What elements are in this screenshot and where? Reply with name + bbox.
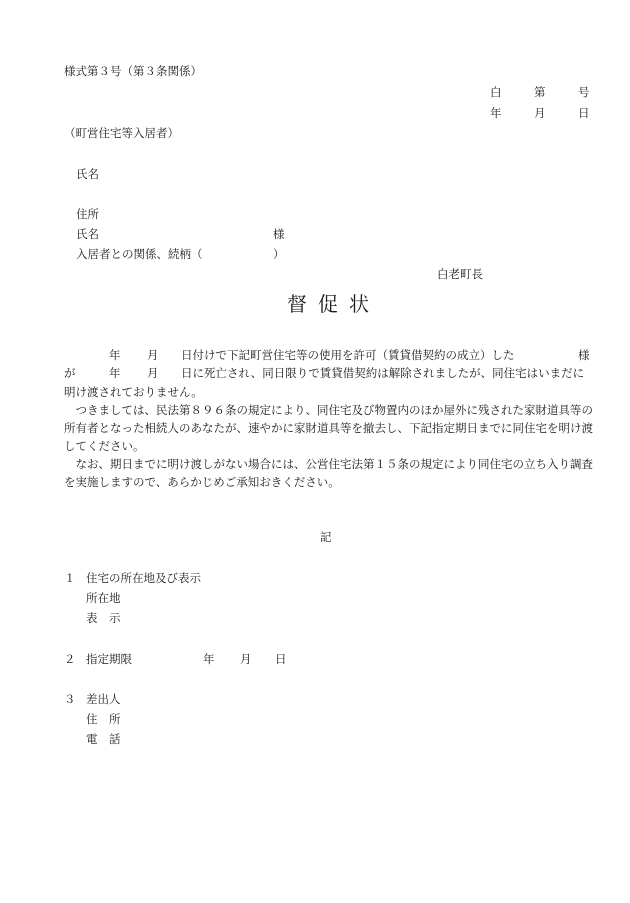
body-line-3: 明け渡されておりません。 (64, 385, 203, 399)
item3-phone-label: 電 話 (86, 732, 121, 746)
date-month: 月 (534, 106, 546, 120)
item2-day: 日 (275, 652, 287, 666)
document-title: 督促状 (287, 292, 380, 316)
date-year: 年 (490, 106, 502, 120)
item3-address-label: 住 所 (86, 712, 121, 726)
item2-label: 指定期限 (86, 652, 132, 666)
body-paragraph-2: つきましては、民法第８９６条の規定により、同住宅及び物置内のほか屋外に残された家財道具等の所有者となった相続人のあなたが、速やかに家財道具等を撤去し、下記指定期日までに同住宅を明け渡してください。 (64, 403, 593, 453)
body-paragraph-3: なお、期日までに明け渡しがない場合には、公営住宅法第１５条の規定により同住宅の立ち入り調査を実施しますので、あらかじめご承知おきください。 (64, 457, 593, 489)
sender-title: 白老町長 (437, 267, 483, 281)
item2-month: 月 (240, 652, 252, 666)
line2-text: 日に死亡され、同日限りで賃貸借契約は解除されましたが、同住宅はいまだに (181, 366, 585, 380)
guarantor-name-label: 氏名 (76, 227, 99, 241)
guarantor-honorific: 様 (273, 227, 285, 241)
body-line-1 (64, 347, 594, 365)
line1-honorific: 様 (578, 348, 590, 362)
form-number: 様式第３号（第３条関係） (64, 64, 202, 78)
notes-heading: 記 (320, 530, 332, 544)
line1-year: 年 (109, 348, 121, 362)
item1-number: １ (64, 571, 76, 585)
doc-number-mid: 第 (534, 85, 546, 99)
doc-number-suffix: 号 (578, 85, 590, 99)
line2-ga: が (64, 366, 76, 380)
item1-location-label: 所在地 (86, 591, 121, 605)
item3-number: ３ (64, 692, 76, 706)
relation-label: 入居者との関係、続柄（ (76, 247, 203, 261)
recipient-heading: （町営住宅等入居者） (64, 126, 179, 140)
doc-number-prefix: 白 (490, 85, 502, 99)
body-line-2 (64, 365, 594, 383)
relation-close: ） (273, 247, 285, 261)
body-text (64, 347, 594, 491)
item1-label: 住宅の所在地及び表示 (86, 571, 201, 585)
item2-number: ２ (64, 652, 76, 666)
recipient-name-label: 氏名 (76, 167, 99, 181)
item2-year: 年 (203, 652, 215, 666)
item3-label: 差出人 (86, 692, 121, 706)
item1-display-label: 表 示 (86, 611, 121, 625)
date-day: 日 (578, 106, 590, 120)
line2-month: 月 (147, 366, 159, 380)
line2-year: 年 (109, 366, 121, 380)
line1-text: 日付けで下記町営住宅等の使用を許可（賃貸借契約の成立）した (181, 348, 515, 362)
line1-month: 月 (147, 348, 159, 362)
guarantor-address-label: 住所 (76, 207, 99, 221)
